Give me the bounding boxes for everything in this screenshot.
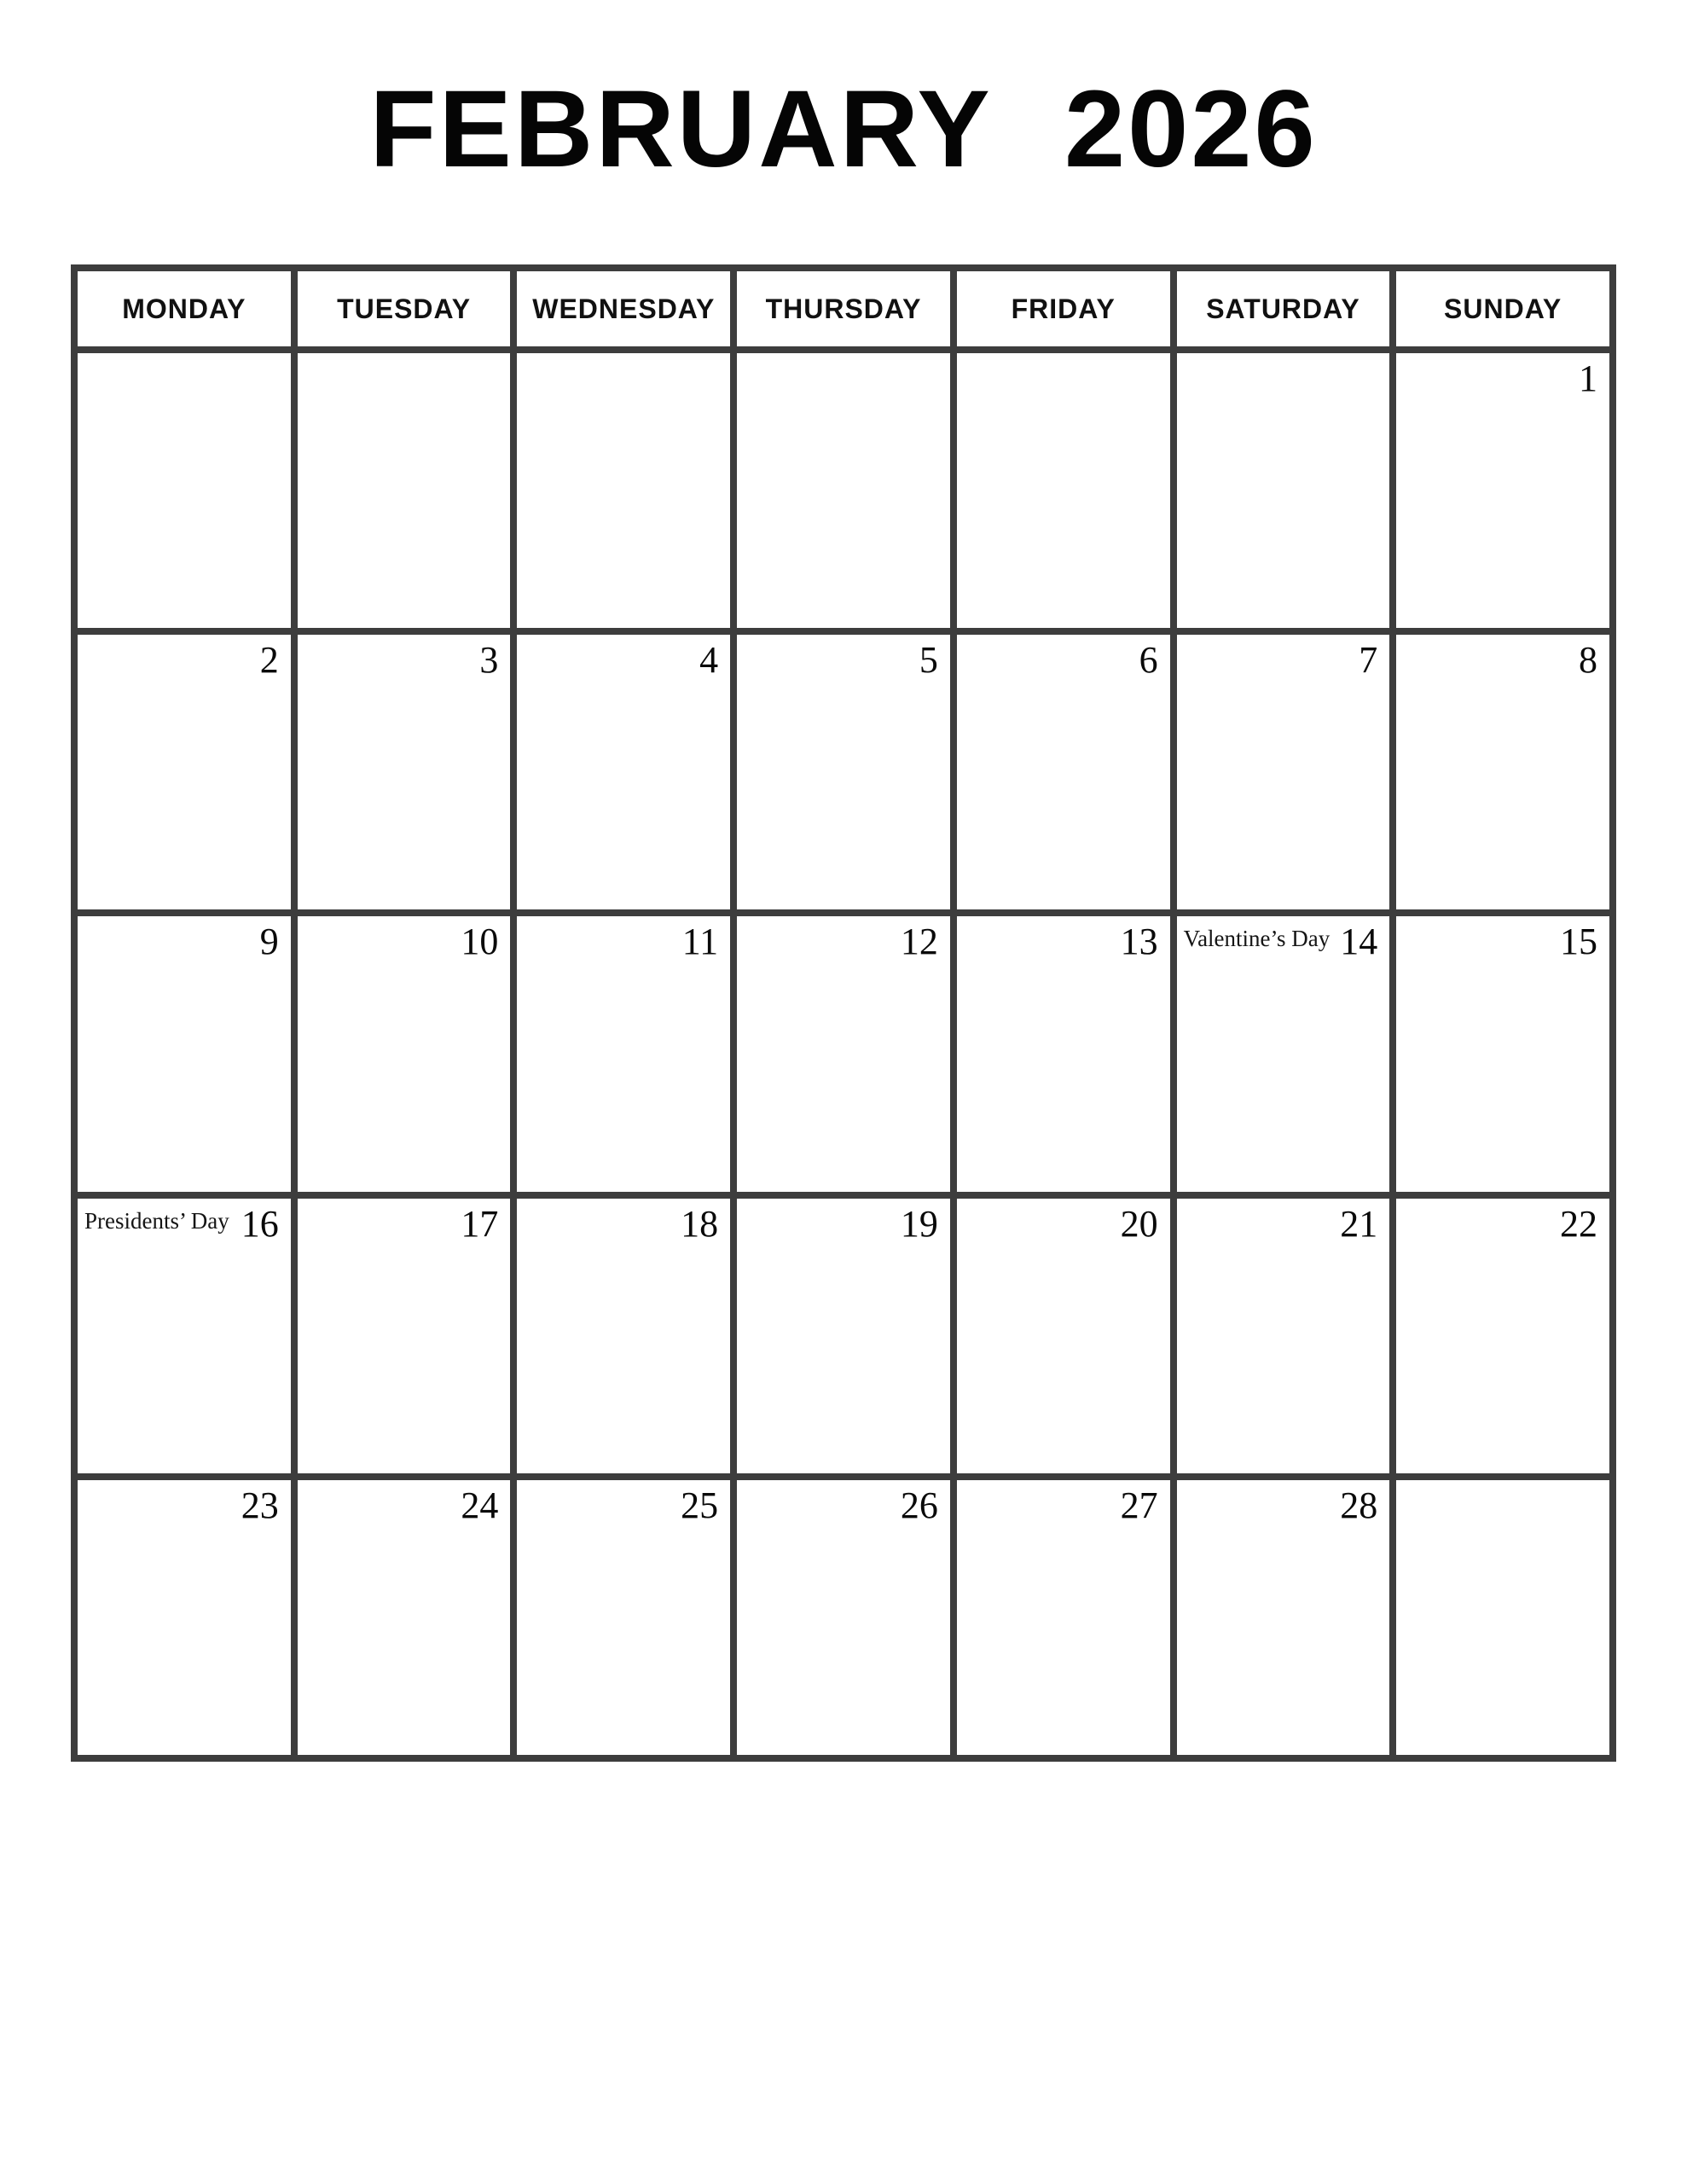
day-cell (78, 1480, 291, 1755)
day-number: 3 (479, 639, 499, 682)
holiday-label: Presidents’ Day (84, 1207, 229, 1234)
day-number: 22 (1559, 1202, 1597, 1245)
day-cell (1396, 353, 1609, 628)
weekday-header-saturday: SATURDAY (1177, 271, 1390, 346)
day-number: 16 (241, 1202, 279, 1245)
day-number: 15 (1559, 921, 1597, 963)
day-cell (957, 353, 1170, 628)
day-cell (78, 916, 291, 1191)
day-cell (737, 1480, 950, 1755)
day-number: 20 (1120, 1202, 1158, 1245)
calendar-grid (71, 264, 1616, 1762)
day-cell (298, 1199, 511, 1473)
day-cell (1177, 1199, 1390, 1473)
day-cell (517, 1199, 730, 1473)
day-number: 28 (1340, 1484, 1378, 1526)
day-cell (737, 1199, 950, 1473)
day-number: 27 (1120, 1484, 1158, 1526)
day-cell (737, 635, 950, 909)
day-number: 19 (900, 1202, 938, 1245)
day-number: 6 (1139, 639, 1158, 682)
weekday-header-sunday: SUNDAY (1396, 271, 1609, 346)
day-number: 7 (1359, 639, 1378, 682)
day-number: 9 (259, 921, 279, 963)
weekday-header-wednesday: WEDNESDAY (517, 271, 730, 346)
day-cell (1396, 916, 1609, 1191)
day-number: 13 (1120, 921, 1158, 963)
day-number: 10 (461, 921, 499, 963)
day-cell (517, 916, 730, 1191)
day-number: 23 (241, 1484, 279, 1526)
day-cell (78, 353, 291, 628)
day-cell (1177, 353, 1390, 628)
weekday-header-thursday: THURSDAY (737, 271, 950, 346)
day-cell (957, 1480, 1170, 1755)
day-cell (737, 916, 950, 1191)
day-cell (298, 353, 511, 628)
day-number: 21 (1340, 1202, 1378, 1245)
day-number: 1 (1578, 357, 1597, 399)
day-cell (1177, 635, 1390, 909)
day-number: 14 (1340, 921, 1378, 963)
day-number: 12 (900, 921, 938, 963)
day-number: 26 (900, 1484, 938, 1526)
day-number: 2 (259, 639, 279, 682)
day-cell (517, 353, 730, 628)
day-cell (1177, 1480, 1390, 1755)
day-number: 8 (1578, 639, 1597, 682)
day-cell (737, 353, 950, 628)
holiday-label: Valentine’s Day (1183, 926, 1330, 952)
day-cell (78, 635, 291, 909)
day-number: 24 (461, 1484, 499, 1526)
day-cell (517, 635, 730, 909)
day-number: 18 (681, 1202, 719, 1245)
day-number: 17 (461, 1202, 499, 1245)
day-cell (957, 635, 1170, 909)
day-cell (1396, 1199, 1609, 1473)
day-cell (1396, 635, 1609, 909)
page-title: FEBRUARY 2026 (369, 68, 1318, 190)
day-cell-presidents-day (78, 1199, 291, 1473)
day-cell (517, 1480, 730, 1755)
weekday-header-tuesday: TUESDAY (298, 271, 511, 346)
day-cell (957, 1199, 1170, 1473)
day-number: 11 (681, 921, 719, 963)
day-cell (298, 1480, 511, 1755)
weekday-header-monday: MONDAY (78, 271, 291, 346)
weekday-header-friday: FRIDAY (957, 271, 1170, 346)
day-number: 4 (699, 639, 719, 682)
day-cell (298, 916, 511, 1191)
day-number: 5 (919, 639, 938, 682)
day-cell-valentines-day (1177, 916, 1390, 1191)
day-cell (1396, 1480, 1609, 1755)
day-number: 25 (681, 1484, 719, 1526)
day-cell (957, 916, 1170, 1191)
day-cell (298, 635, 511, 909)
